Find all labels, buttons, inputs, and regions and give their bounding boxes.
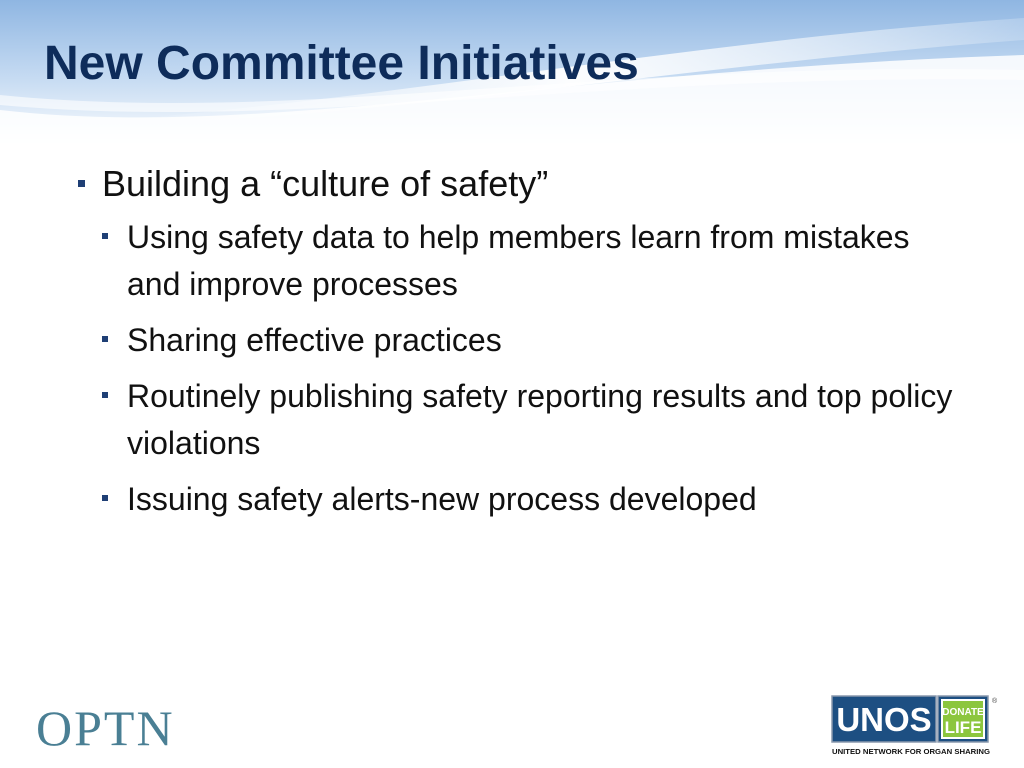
sub-bullet-item [102, 476, 958, 523]
sub-bullet-text: Using safety data to help members learn from mistakes and improve processes [127, 219, 910, 302]
donate-word: DONATE [942, 707, 984, 718]
sub-bullet-text: Sharing effective practices [127, 322, 502, 358]
bullet-level1-item [78, 160, 958, 208]
square-bullet-icon [102, 233, 108, 239]
square-bullet-icon [102, 336, 108, 342]
slide-title: New Committee Initiatives [44, 37, 639, 90]
registered-mark: ® [992, 698, 998, 705]
sub-bullet-item [102, 373, 958, 467]
unos-tagline: UNITED NETWORK FOR ORGAN SHARING [832, 747, 991, 756]
square-bullet-icon [78, 180, 85, 187]
unos-word: UNOS [836, 701, 932, 738]
sub-bullet-list [78, 214, 958, 523]
bullet-list [78, 160, 958, 532]
sub-bullet-text: Routinely publishing safety reporting results and top policy violations [127, 378, 953, 461]
life-word: LIFE [944, 718, 982, 737]
sub-bullet-item [102, 214, 958, 308]
bullet-text: Building a “culture of safety” [102, 163, 549, 204]
optn-logo: OPTN [36, 700, 175, 756]
sub-bullet-text: Issuing safety alerts-new process developed [127, 481, 757, 517]
sub-bullet-item [102, 317, 958, 364]
unos-donate-life-logo [830, 694, 996, 756]
square-bullet-icon [102, 495, 108, 501]
square-bullet-icon [102, 392, 108, 398]
sub-bullet-container [78, 214, 958, 523]
